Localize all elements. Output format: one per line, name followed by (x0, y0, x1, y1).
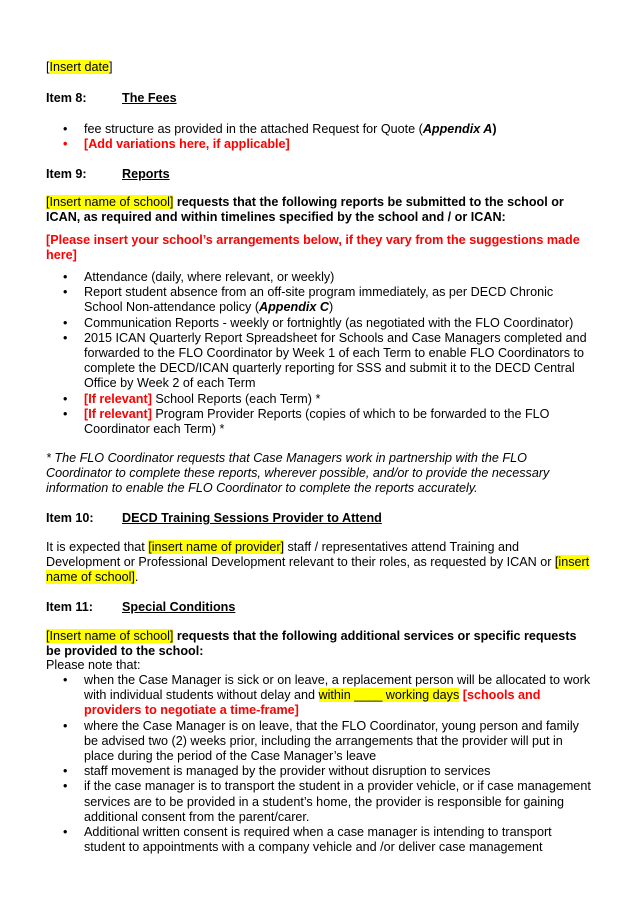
item9-intro-text: requests that the following reports be submitted to the school or ICAN, as required and within timelines specified by the school and / or ICAN: (46, 195, 564, 225)
item9-bullet5-flag: [If relevant] (84, 391, 152, 406)
date-placeholder: Insert date (49, 60, 110, 74)
item8-bullet1-text: fee structure as provided in the attached Request for Quote ( (84, 122, 423, 136)
item8-bullet1-ref: Appendix A (422, 122, 493, 136)
item11-school-placeholder: [Insert name of school] (46, 629, 174, 643)
item9-footnote: * The FLO Coordinator requests that Case Managers work in partnership with the FLO Coordinator to complete these reports, wherever possible, and/or to provide the necessary information to enable the FLO Coordinator to complete the reports accurately. (46, 451, 550, 496)
item11-intro-text: requests that the following additional services or specific requests be provided to the school: (46, 629, 577, 659)
item9-list (46, 270, 594, 437)
item10-provider-placeholder: [insert name of provider] (148, 540, 285, 554)
item9-intro (46, 195, 594, 225)
item10-text-c: . (134, 570, 139, 585)
list-item (46, 779, 594, 825)
list-item (46, 316, 594, 331)
item8-list (46, 122, 594, 152)
date-close-bracket: ] (109, 60, 113, 74)
item10-number: Item 10: (46, 511, 94, 525)
list-item (46, 673, 594, 719)
item11-list (46, 673, 594, 855)
item8-heading (46, 91, 594, 106)
item9-bullet6-text: Program Provider Reports (copies of which to be forwarded to the FLO Coordinator each Term) * (84, 406, 550, 437)
item8-bullet2-text: [Add variations here, if applicable] (84, 137, 290, 152)
item11-bullet1-red: [schools and providers to negotiate a time-frame] (84, 688, 541, 718)
item10-title: DECD Training Sessions Provider to Attend (122, 511, 382, 525)
item11-intro (46, 629, 594, 659)
item11-number: Item 11: (46, 600, 93, 614)
item9-bullet5-text: School Reports (each Term) * (151, 391, 321, 406)
list-item (46, 122, 594, 137)
list-item (46, 137, 594, 152)
item9-school-placeholder: [Insert name of school] (46, 195, 174, 209)
item9-bullet2-ref: Appendix C (259, 300, 329, 315)
item9-bullet3: Communication Reports - weekly or fortnightly (as negotiated with the FLO Coordinator) (84, 315, 574, 330)
list-item (46, 270, 594, 285)
item11-bullet4: if the case manager is to transport the student in a provider vehicle, or if case management services are to be provided in a student’s home, the provider is responsible for gaining additional consent from the parent/carer. (84, 779, 591, 824)
list-item (46, 331, 594, 392)
item11-bullet5: Additional written consent is required when a case manager is intending to transport student to appointments with a company vehicle and /or deliver case management (84, 825, 552, 855)
item9-bullet4: 2015 ICAN Quarterly Report Spreadsheet for Schools and Case Managers completed and forwarded to the FLO Coordinator by Week 1 of each Term to enable FLO Coordinators to complete the DECD/ICAN quarterly reporting for SSS and submit it to the DECD Central Office by Week 2 of each Term (84, 330, 587, 391)
item11-bullet1-highlight: within ____ working days (318, 688, 460, 703)
list-item (46, 392, 594, 407)
item9-bullet2-close: ) (328, 300, 334, 315)
item9-bullet2-text: Report student absence from an off-site program immediately, as per DECD Chronic School Non-attendance policy ( (84, 285, 554, 315)
item10-school-placeholder: [insert name of school] (46, 555, 590, 585)
list-item (46, 825, 594, 855)
item11-bullet2: where the Case Manager is on leave, that the FLO Coordinator, young person and family be advised two (2) weeks prior, including the arrangements that the provider will put in place during the period of the Case Manager’s leave (84, 718, 579, 764)
list-item (46, 719, 594, 765)
item9-number: Item 9: (46, 167, 87, 181)
list-item (46, 407, 594, 437)
item9-bullet6-flag: [If relevant] (84, 406, 152, 421)
item10-paragraph (46, 540, 594, 586)
item10-text-b: staff / representatives attend Training and Development or Professional Development relevant to their roles, as requested by ICAN or (46, 540, 555, 570)
date-line (46, 60, 594, 75)
item10-heading (46, 511, 594, 526)
list-item (46, 285, 594, 315)
item9-red-note: [Please insert your school’s arrangements below, if they vary from the suggestions made here] (46, 233, 580, 263)
list-item (46, 764, 594, 779)
item10-text-a: It is expected that (46, 540, 149, 554)
item9-title: Reports (122, 167, 170, 181)
item9-heading (46, 167, 594, 182)
item8-bullet1-close: ) (492, 122, 497, 136)
item8-number: Item 8: (46, 91, 87, 105)
item11-title: Special Conditions (122, 600, 236, 614)
item11-heading (46, 600, 594, 615)
item8-title: The Fees (122, 91, 177, 105)
item11-bullet1-text: when the Case Manager is sick or on leave, a replacement person will be allocated to work with individual students without delay and (84, 673, 591, 703)
item11-note: Please note that: (46, 658, 141, 672)
item9-bullet1: Attendance (daily, where relevant, or weekly) (84, 270, 335, 284)
item11-bullet3: staff movement is managed by the provider without disruption to services (84, 764, 491, 779)
date-open-bracket: [ (46, 60, 50, 74)
